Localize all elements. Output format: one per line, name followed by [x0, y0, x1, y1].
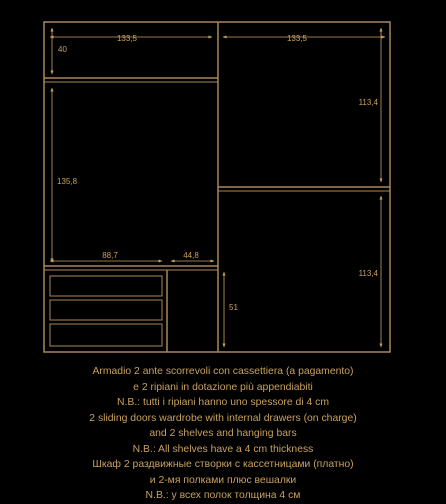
dim-top-shelf-height-label: 40	[58, 45, 67, 54]
dim-left-hanging-height-label: 135,8	[57, 177, 78, 186]
wardrobe-structure	[44, 22, 390, 352]
dim-top-left-width-label: 133,5	[116, 34, 138, 43]
caption-line-ru-2: и 2-мя полками плюс вешалки	[149, 474, 297, 486]
dim-right-upper-height-label: 113,4	[358, 98, 378, 107]
drawer-3	[50, 324, 162, 346]
caption-line-it-3: N.B.: tutti i ripiani hanno uno spessore di 4 cm	[117, 397, 329, 408]
drawer-1	[50, 276, 162, 296]
caption-line-ru-3: N.B.: у всех полок толщина 4 см	[145, 490, 301, 501]
dim-side-compartment-width-label: 44,8	[183, 251, 199, 260]
caption-line-it-2: e 2 ripiani in dotazione più appendiabiti	[133, 381, 313, 393]
caption-line-ru-1: Шкаф 2 раздвижные створки с кассетницами (платно)	[92, 459, 354, 470]
caption	[0, 364, 446, 504]
drawer-2	[50, 300, 162, 320]
dim-drawer-height-label: 51	[229, 303, 238, 312]
caption-line-en-1: 2 sliding doors wardrobe with internal drawers (on charge)	[89, 412, 357, 424]
dim-right-lower-height-label: 113,4	[358, 269, 378, 278]
dim-top-right-width-label: 133,5	[286, 34, 308, 43]
caption-line-en-3: N.B.: All shelves have a 4 cm thickness	[132, 443, 314, 455]
dim-drawer-block-width-label: 88,7	[102, 251, 118, 260]
caption-line-it-1: Armadio 2 ante scorrevoli con cassettiera (a pagamento)	[92, 366, 354, 377]
caption-line-en-2: and 2 shelves and hanging bars	[149, 428, 297, 439]
